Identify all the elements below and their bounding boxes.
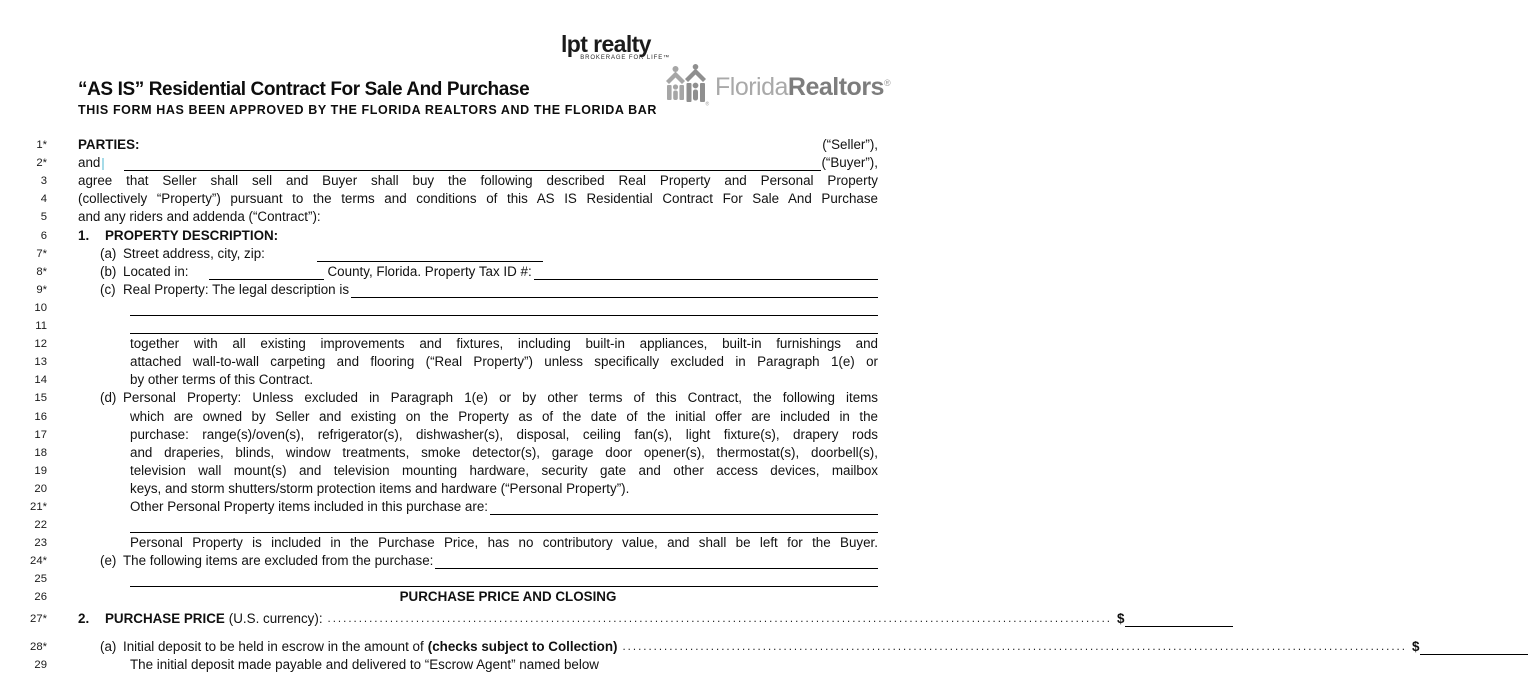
form-line-10 xyxy=(0,298,913,316)
form-line-9 xyxy=(0,280,913,298)
initial-deposit-label: Initial deposit to be held in escrow in the amount of xyxy=(123,639,424,655)
property-description-heading: PROPERTY DESCRIPTION: xyxy=(105,227,279,243)
line-number: 19 xyxy=(34,464,47,477)
line-number: 15 xyxy=(34,392,47,405)
line-number: 22 xyxy=(34,519,47,532)
seller-suffix: (“Seller”), xyxy=(822,137,878,153)
legal-description-label: Real Property: The legal description is xyxy=(123,281,350,297)
personal-property-text: television wall mount(s) and television mounting hardware, security gate and other access devices, mailbox xyxy=(130,462,878,478)
form-line-16 xyxy=(0,406,913,424)
line-number: 25 xyxy=(34,573,47,586)
parties-heading: PARTIES: xyxy=(78,137,140,153)
form-line-23 xyxy=(0,533,913,551)
houses-icon xyxy=(664,64,710,111)
line-number: 20 xyxy=(34,482,47,495)
line-number: 24* xyxy=(30,555,47,568)
form-approval-line: THIS FORM HAS BEEN APPROVED BY THE FLORIDA REALTORS AND THE FLORIDA BAR xyxy=(78,103,657,117)
agreement-text: agree that Seller shall sell and Buyer shall buy the following described Real Property and Personal Property xyxy=(78,173,878,189)
form-line-28 xyxy=(0,637,1420,655)
form-line-7 xyxy=(0,244,913,262)
section-1-number: 1. xyxy=(78,227,90,243)
form-line-4 xyxy=(0,189,913,207)
form-line-5 xyxy=(0,207,913,225)
excluded-items-field[interactable] xyxy=(435,554,878,569)
contract-body xyxy=(0,135,1420,673)
personal-property-text: purchase: range(s)/oven(s), refrigerator(s), dishwasher(s), disposal, ceiling fan(s), light fixture(s), drapery rods xyxy=(130,426,878,442)
real-property-text: by other terms of this Contract. xyxy=(130,372,314,388)
purchase-price-inclusion-text: Personal Property is included in the Purchase Price, has no contributory value, and shall be left for the Buyer. xyxy=(130,535,878,551)
line-number: 12 xyxy=(34,338,47,351)
initial-deposit-field[interactable] xyxy=(1420,640,1528,655)
item-e-label: (e) xyxy=(100,553,117,569)
line-number: 14 xyxy=(34,374,47,387)
other-personal-property-field-2[interactable] xyxy=(130,518,878,533)
purchase-price-closing-heading: PURCHASE PRICE AND CLOSING xyxy=(399,589,617,605)
item-a-label: (a) xyxy=(100,639,117,655)
text-cursor xyxy=(102,158,104,170)
line-number: 10 xyxy=(34,301,47,314)
line-number: 27* xyxy=(30,613,47,626)
line-number: 8* xyxy=(36,265,47,278)
street-address-label: Street address, city, zip: xyxy=(123,245,265,261)
county-tax-id-label: County, Florida. Property Tax ID #: xyxy=(327,263,532,279)
form-line-18 xyxy=(0,443,913,461)
tax-id-field[interactable] xyxy=(534,265,878,280)
form-title: “AS IS” Residential Contract For Sale And Purchase xyxy=(78,79,530,100)
form-line-22 xyxy=(0,515,913,533)
line-number: 28* xyxy=(30,641,47,654)
personal-property-text: and draperies, blinds, window treatments, smoke detector(s), garage door opener(s), thermostat(s), doorbell(s), xyxy=(130,444,878,460)
legal-description-field-2[interactable] xyxy=(130,301,878,316)
florida-realtors-wordmark: FloridaRealtors® xyxy=(715,73,891,101)
street-address-field[interactable] xyxy=(317,247,543,262)
real-property-text: attached wall-to-wall carpeting and flooring (“Real Property”) unless specifically excluded in Paragraph 1(e) or xyxy=(130,354,878,370)
form-line-13 xyxy=(0,352,913,370)
item-b-label: (b) xyxy=(100,263,117,279)
county-field[interactable] xyxy=(209,265,324,280)
line-number: 17 xyxy=(34,428,47,441)
form-line-17 xyxy=(0,425,913,443)
line-number: 11 xyxy=(35,320,47,333)
item-d-label: (d) xyxy=(100,390,117,406)
line-number: 13 xyxy=(34,356,47,369)
escrow-agent-text: The initial deposit made payable and delivered to “Escrow Agent” named below xyxy=(130,657,599,673)
section-2-number: 2. xyxy=(78,611,90,627)
item-a-label: (a) xyxy=(100,245,117,261)
located-in-label: Located in: xyxy=(123,263,189,279)
agreement-text: (collectively “Property”) pursuant to the terms and conditions of this AS IS Residential Contract For Sale And Purchase xyxy=(78,191,878,207)
and-label: and xyxy=(78,155,101,171)
line-number: 26 xyxy=(34,591,47,604)
form-line-25 xyxy=(0,569,913,587)
line-number: 5 xyxy=(40,211,47,224)
form-line-11 xyxy=(0,316,913,334)
form-line-21 xyxy=(0,497,913,515)
line-number: 9* xyxy=(36,283,47,296)
personal-property-text: keys, and storm shutters/storm protection items and hardware (“Personal Property”). xyxy=(130,480,630,496)
line-number: 4 xyxy=(40,193,47,206)
lpt-realty-logo xyxy=(561,31,673,61)
personal-property-text: Personal Property: Unless excluded in Paragraph 1(e) or by other terms of this Contract, the following items xyxy=(123,390,878,406)
line-number: 21* xyxy=(30,500,47,513)
line-number: 7* xyxy=(36,247,47,260)
dollar-sign: $ xyxy=(1411,639,1420,655)
real-property-text: together with all existing improvements and fixtures, including built-in appliances, built-in furnishings and xyxy=(130,336,878,352)
florida-realtors-logo xyxy=(664,64,890,111)
purchase-price-field[interactable] xyxy=(1125,612,1233,627)
form-line-20 xyxy=(0,479,913,497)
dot-leader xyxy=(328,612,1112,627)
form-line-8 xyxy=(0,262,913,280)
buyer-name-field[interactable] xyxy=(124,156,821,171)
form-line-2 xyxy=(0,153,913,171)
buyer-suffix: (“Buyer”), xyxy=(821,155,878,171)
line-number: 18 xyxy=(34,446,47,459)
line-number: 2* xyxy=(36,157,47,170)
agreement-text: and any riders and addenda (“Contract”): xyxy=(78,209,321,225)
legal-description-field[interactable] xyxy=(351,283,878,298)
form-line-24 xyxy=(0,551,913,569)
checks-collection-note: (checks subject to Collection) xyxy=(427,639,618,655)
svg-text:®: ® xyxy=(705,101,710,108)
currency-note: (U.S. currency): xyxy=(228,611,323,627)
dot-leader xyxy=(622,640,1406,655)
line-number: 23 xyxy=(34,537,47,550)
form-line-6 xyxy=(0,225,913,243)
personal-property-text: which are owned by Seller and existing on the Property as of the date of the initial offer are included in the xyxy=(130,408,878,424)
other-personal-property-field[interactable] xyxy=(490,500,878,515)
line-number: 6 xyxy=(40,229,47,242)
line-number: 16 xyxy=(34,410,47,423)
dollar-sign: $ xyxy=(1117,611,1125,627)
legal-description-field-3[interactable] xyxy=(130,319,878,334)
lpt-realty-wordmark: lpt realty xyxy=(561,31,651,57)
excluded-items-label: The following items are excluded from the purchase: xyxy=(123,553,434,569)
form-line-1 xyxy=(0,135,913,153)
form-line-12 xyxy=(0,334,913,352)
purchase-price-heading: PURCHASE PRICE xyxy=(105,611,225,627)
registered-mark: ® xyxy=(883,78,891,88)
form-line-19 xyxy=(0,461,913,479)
form-line-29 xyxy=(0,655,913,673)
form-line-27 xyxy=(0,609,1125,627)
title-block xyxy=(78,79,678,117)
line-number: 3 xyxy=(40,175,47,188)
form-line-3 xyxy=(0,171,913,189)
other-personal-property-label: Other Personal Property items included in this purchase are: xyxy=(130,498,489,514)
line-number: 29 xyxy=(34,659,47,672)
form-line-14 xyxy=(0,370,913,388)
excluded-items-field-2[interactable] xyxy=(130,572,878,587)
item-c-label: (c) xyxy=(100,281,116,297)
form-line-15 xyxy=(0,388,913,406)
lpt-realty-tagline: BROKERAGE FOR LIFE™ xyxy=(580,55,670,61)
form-line-26 xyxy=(0,587,913,605)
line-number: 1* xyxy=(36,139,47,152)
